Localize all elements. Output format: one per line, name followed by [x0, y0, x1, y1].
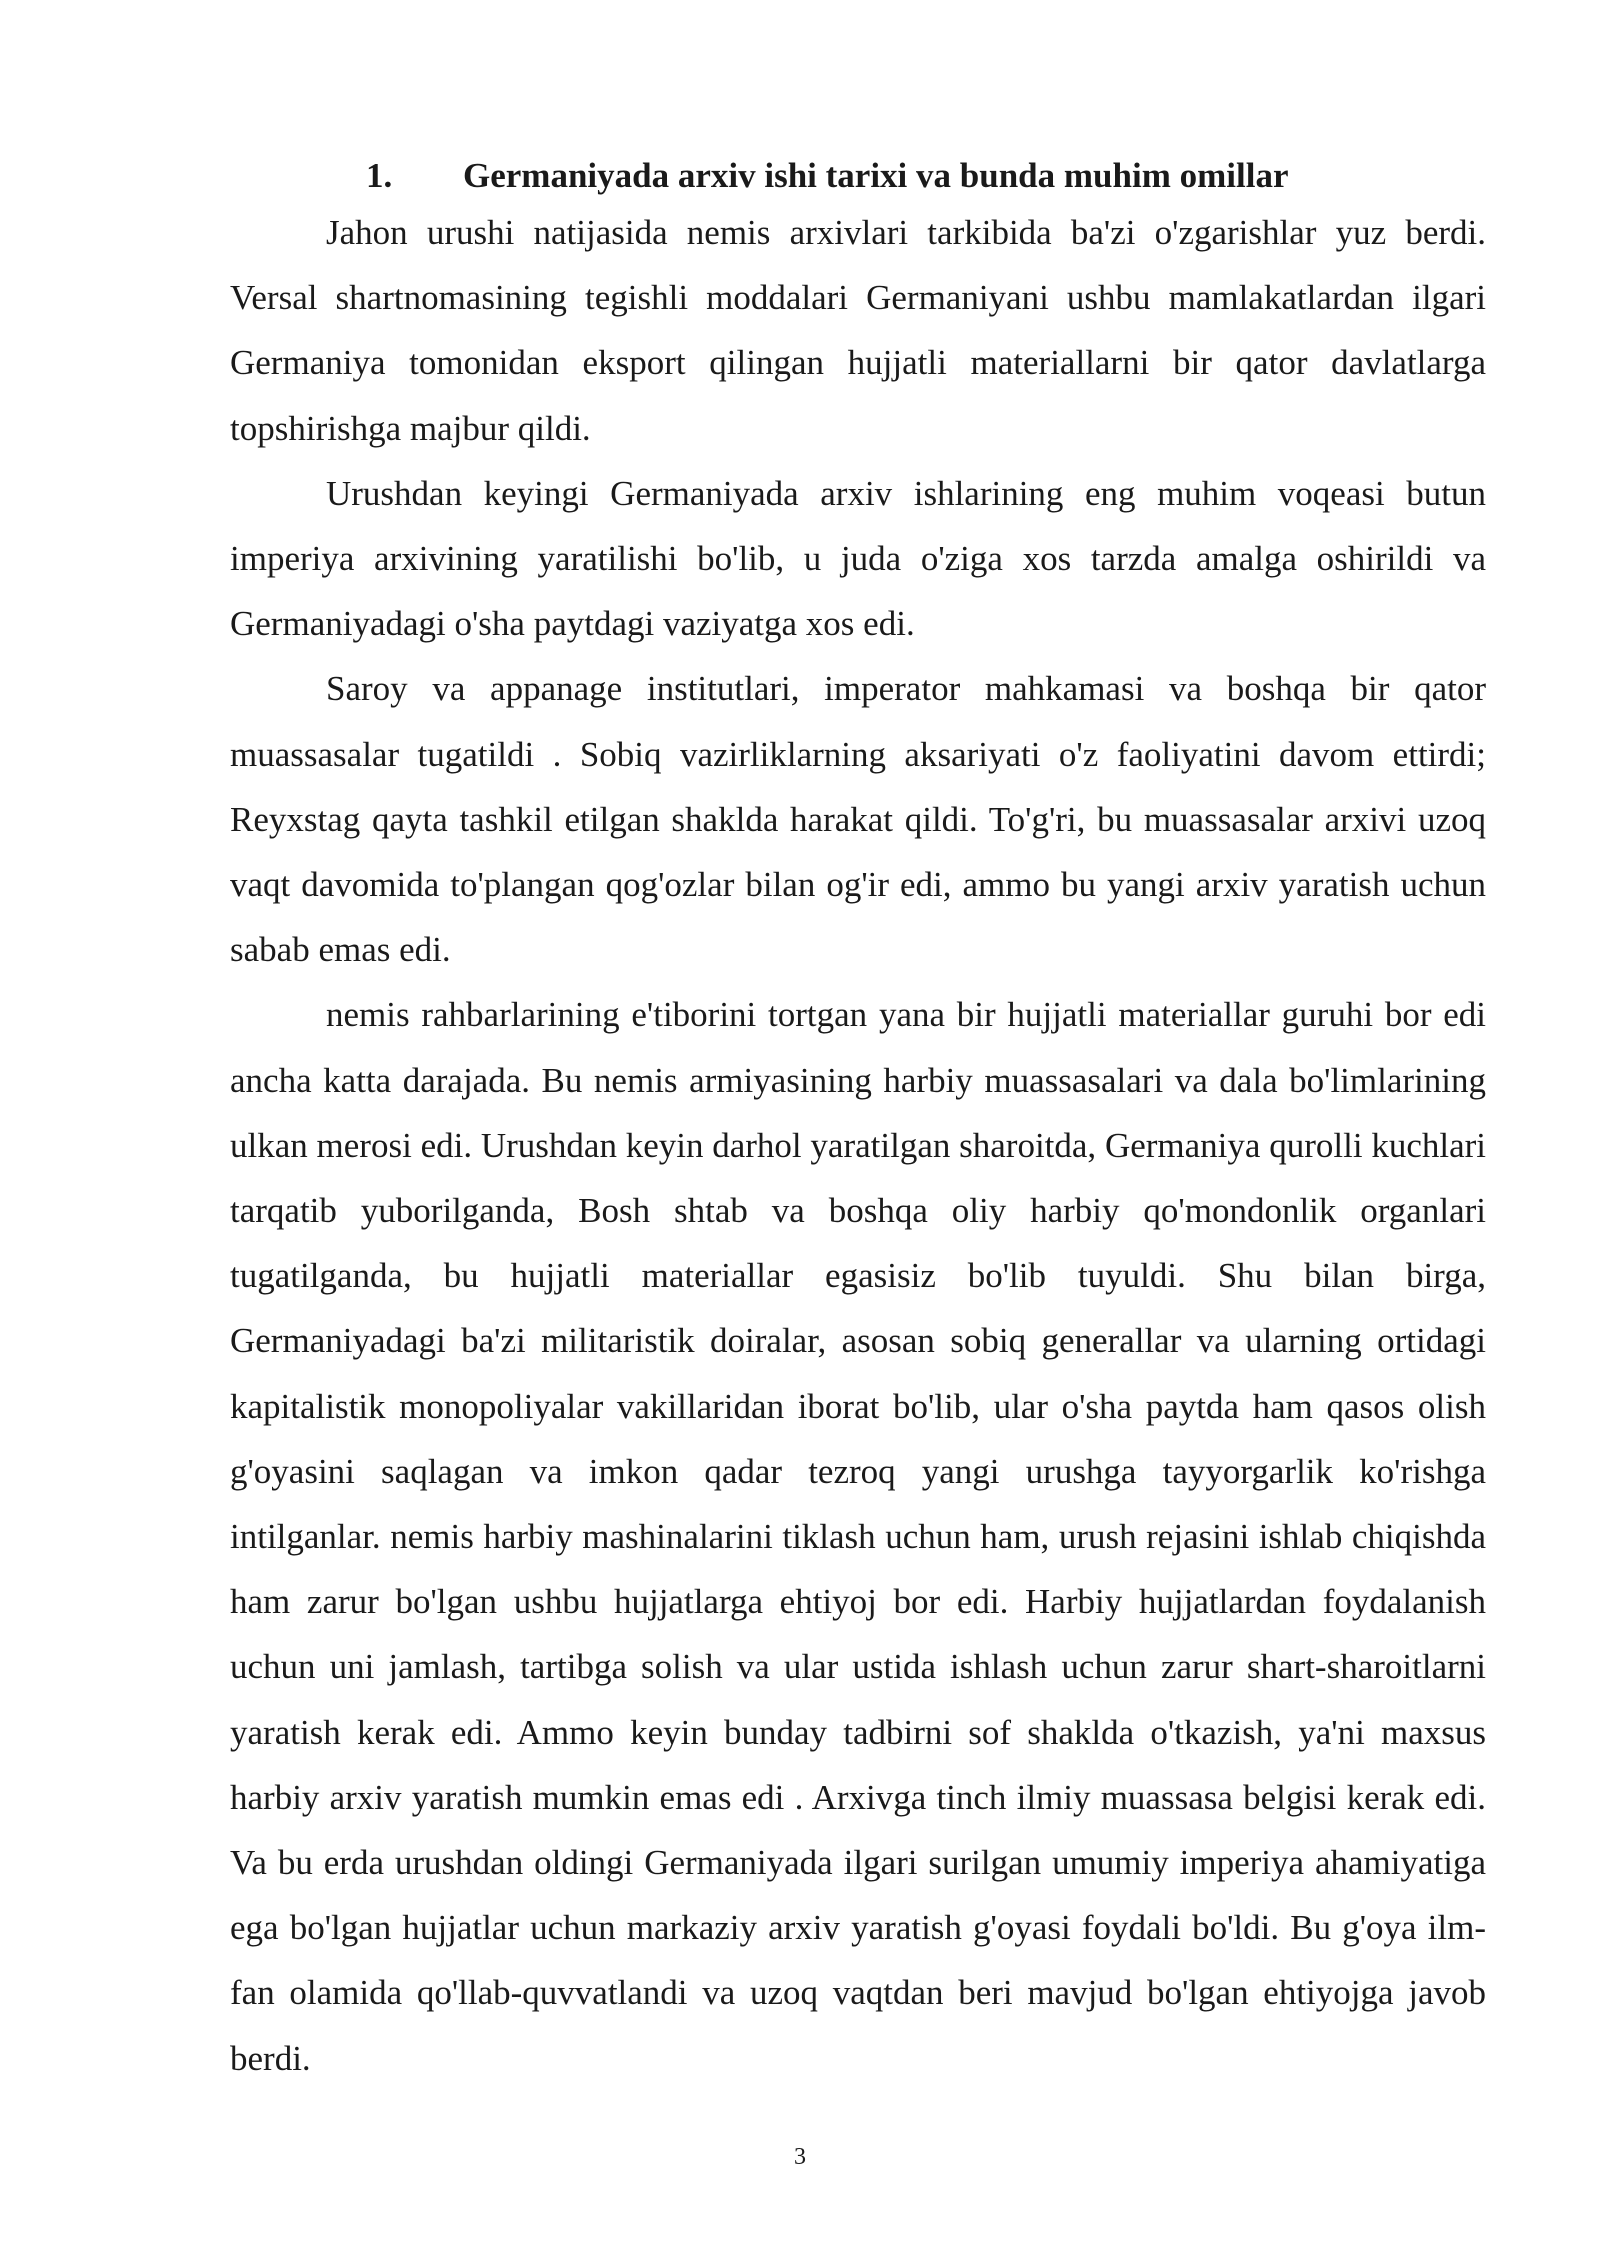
section-heading	[230, 152, 1486, 200]
paragraph-4: nemis rahbarlarining e'tiborini tortgan yana bir hujjatli materiallar guruhi bor edi ancha katta darajada. Bu nemis armiyasining harbiy muassasalari va dala bo'limlarining ulkan merosi edi. Urushdan keyin darhol yaratilgan sharoitda, Germaniya qurolli kuchlari tarqatib yuborilganda, Bosh shtab va boshqa oliy harbiy qo'mondonlik organlari tugatilganda, bu hujjatli materiallar egasisiz bo'lib tuyuldi. Shu bilan birga, Germaniyadagi ba'zi militaristik doiralar, asosan sobiq generallar va ularning ortidagi kapitalistik monopoliyalar vakillaridan iborat bo'lib, ular o'sha paytda ham qasos olish g'oyasini saqlagan va imkon qadar tezroq yangi urushga tayyorgarlik ko'rishga intilganlar. nemis harbiy mashinalarini tiklash uchun ham, urush rejasini ishlab chiqishda ham zarur bo'lgan ushbu hujjatlarga ehtiyoj bor edi. Harbiy hujjatlardan foydalanish uchun uni jamlash, tartibga solish va ular ustida ishlash uchun zarur shart-sharoitlarni yaratish kerak edi. Ammo keyin bunday tadbirni sof shaklda o'tkazish, ya'ni maxsus harbiy arxiv yaratish mumkin emas edi . Arxivga tinch ilmiy muassasa belgisi kerak edi. Va bu erda urushdan oldingi Germaniyada ilgari surilgan umumiy imperiya ahamiyatiga ega bo'lgan hujjatlar uchun markaziy arxiv yaratish g'oyasi foydali bo'ldi. Bu g'oya ilm-fan olamida qo'llab-quvvatlandi va uzoq vaqtdan beri mavjud bo'lgan ehtiyojga javob berdi.	[230, 995, 1486, 2078]
page-content	[230, 152, 1486, 2091]
paragraph-3: Saroy va appanage institutlari, imperator mahkamasi va boshqa bir qator muassasalar tugatildi . Sobiq vazirliklarning aksariyati o'z faoliyatini davom ettirdi; Reyxstag qayta tashkil etilgan shaklda harakat qildi. To'g'ri, bu muassasalar arxivi uzoq vaqt davomida to'plangan qog'ozlar bilan og'ir edi, ammo bu yangi arxiv yaratish uchun sabab emas edi.	[230, 669, 1486, 970]
paragraph-1: Jahon urushi natijasida nemis arxivlari tarkibida ba'zi o'zgarishlar yuz berdi. Versal shartnomasining tegishli moddalari Germaniyani ushbu mamlakatlardan ilgari Germaniya tomonidan eksport qilingan hujjatli materiallarni bir qator davlatlarga topshirishga majbur qildi.	[230, 213, 1486, 448]
paragraph-2: Urushdan keyingi Germaniyada arxiv ishlarining eng muhim voqeasi butun imperiya arxivining yaratilishi bo'lib, u juda o'ziga xos tarzda amalga oshirildi va Germaniyadagi o'sha paytdagi vaziyatga xos edi.	[230, 473, 1486, 644]
section-title: Germaniyada arxiv ishi tarixi va bunda muhim omillar	[463, 156, 1289, 195]
section-number: 1.	[366, 156, 393, 195]
page-number: 3	[794, 2144, 806, 2170]
